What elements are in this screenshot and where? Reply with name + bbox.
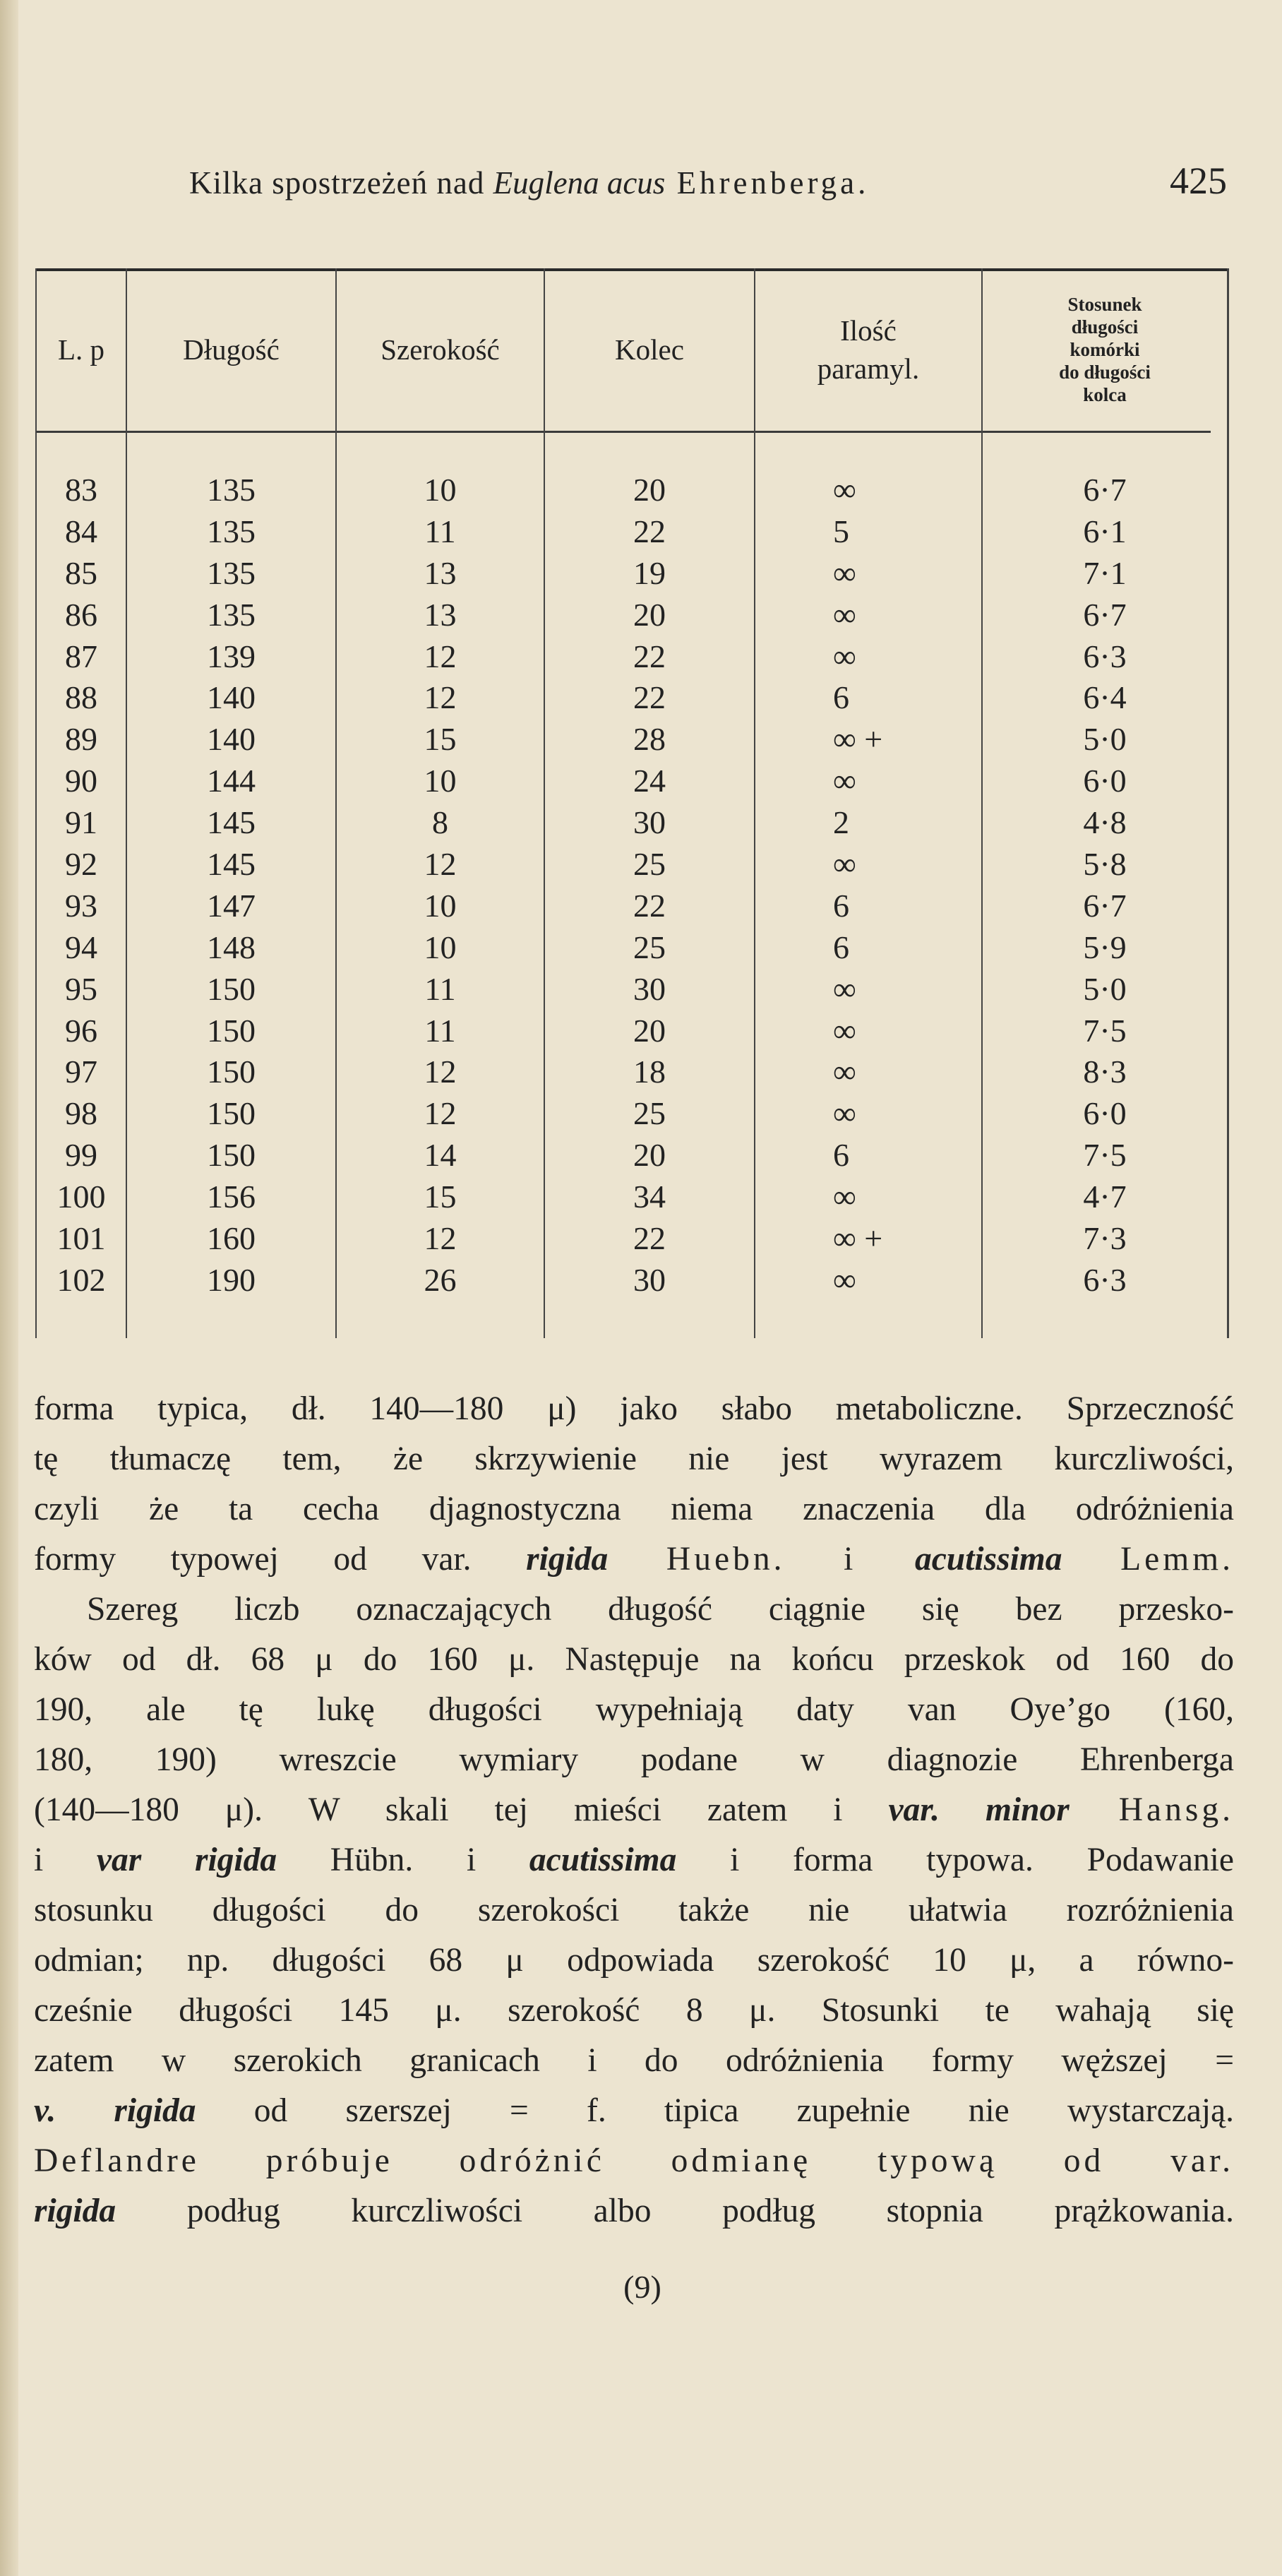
cell-length: 135 <box>207 554 256 591</box>
table-row <box>35 719 1228 761</box>
col-header-width <box>337 268 544 431</box>
cell-spine: 22 <box>633 513 666 549</box>
cell-paramylon: ∞ <box>833 846 856 883</box>
cell-width: 14 <box>424 1137 457 1174</box>
cell-length: 135 <box>207 513 256 549</box>
paragraph-2 <box>34 1585 1234 2136</box>
table-row <box>35 470 1228 511</box>
cell-number: 89 <box>65 721 97 758</box>
col-header-length-label: Długość <box>183 333 280 366</box>
col-header-paramylon <box>755 268 981 431</box>
cell-spine: 34 <box>633 1179 666 1215</box>
cell-paramylon: 6 <box>833 1137 849 1174</box>
cell-number: 98 <box>65 1095 97 1132</box>
cell-number: 95 <box>65 970 97 1007</box>
table-header-rule <box>35 431 1211 433</box>
text-fragment: i forma typowa. Podawanie <box>676 1842 1234 1878</box>
cell-width: 12 <box>424 1095 457 1132</box>
col-header-length <box>127 268 335 431</box>
cell-width: 26 <box>424 1261 457 1298</box>
cell-spine: 24 <box>633 763 666 799</box>
text-line: tę tłumaczę tem, że skrzywienie nie jest wyrazem kurczliwości, <box>34 1441 1234 1477</box>
text-line <box>34 2186 1234 2236</box>
cell-paramylon: ∞ <box>833 1012 856 1049</box>
cell-length: 150 <box>207 1054 256 1090</box>
cell-spine: 20 <box>633 596 666 633</box>
text-line: Deflandre próbuje odróżnić odmianę typową od var. <box>34 2142 1234 2179</box>
col-header-ratio-line2: długości <box>1071 316 1139 338</box>
cell-number: 96 <box>65 1012 97 1049</box>
cell-number: 100 <box>56 1179 106 1215</box>
text-line: czyli że ta cecha djagnostyczna niema znaczenia dla odróżnienia <box>34 1491 1234 1527</box>
text-fragment: formy typowej od var. <box>34 1541 527 1578</box>
cell-width: 10 <box>424 472 457 508</box>
col-header-ratio-line5: kolca <box>1083 384 1127 405</box>
text-line <box>34 2086 1234 2136</box>
cell-length: 135 <box>207 472 256 508</box>
cell-spine: 25 <box>633 929 666 965</box>
cell-spine: 25 <box>633 846 666 883</box>
cell-spine: 30 <box>633 970 666 1007</box>
cell-length: 140 <box>207 721 256 758</box>
cell-spine: 22 <box>633 887 666 924</box>
col-header-ratio-line1: Stosunek <box>1067 294 1142 315</box>
text-line <box>34 1835 1234 1885</box>
text-fragment: podług kurczliwości albo podług stopnia prążkowania. <box>116 2193 1234 2229</box>
cell-ratio: 7·5 <box>1083 1137 1127 1174</box>
cell-number: 83 <box>65 472 97 508</box>
table-row <box>35 802 1228 844</box>
cell-paramylon: ∞ <box>833 596 856 633</box>
cell-number: 87 <box>65 638 97 674</box>
cell-ratio: 6·7 <box>1083 472 1127 508</box>
table-row <box>35 595 1228 636</box>
text-fragment: Huebn. i <box>608 1541 915 1578</box>
cell-length: 139 <box>207 638 256 674</box>
paragraph-3 <box>34 2136 1234 2236</box>
cell-number: 97 <box>65 1054 97 1090</box>
cell-paramylon: 6 <box>833 929 849 965</box>
cell-ratio: 5·9 <box>1083 929 1127 965</box>
body-text <box>34 1384 1234 2236</box>
col-header-spine-label: Kolec <box>615 333 684 366</box>
cell-number: 85 <box>65 554 97 591</box>
cell-length: 150 <box>207 1095 256 1132</box>
taxon-name: acutissima <box>914 1541 1062 1578</box>
measurements-table <box>35 268 1228 1345</box>
cell-spine: 22 <box>633 679 666 716</box>
cell-paramylon: ∞ <box>833 763 856 799</box>
table-row <box>35 1218 1228 1260</box>
cell-ratio: 7·1 <box>1083 554 1127 591</box>
cell-ratio: 6·3 <box>1083 1261 1127 1298</box>
cell-ratio: 6·4 <box>1083 679 1127 716</box>
cell-ratio: 6·1 <box>1083 513 1127 549</box>
cell-number: 101 <box>56 1220 106 1257</box>
text-line: Szereg liczb oznaczających długość ciągnie się bez przesko- <box>87 1591 1234 1628</box>
cell-paramylon: 6 <box>833 679 849 716</box>
cell-ratio: 5·0 <box>1083 721 1127 758</box>
cell-width: 12 <box>424 846 457 883</box>
table-row <box>35 511 1228 553</box>
text-line: forma typica, dł. 140—180 μ) jako słabo metaboliczne. Sprzeczność <box>34 1390 1234 1427</box>
text-line <box>34 1785 1234 1835</box>
cell-number: 86 <box>65 596 97 633</box>
cell-length: 150 <box>207 1137 256 1174</box>
cell-spine: 19 <box>633 554 666 591</box>
cell-ratio: 4·7 <box>1083 1179 1127 1215</box>
col-header-ratio <box>983 268 1227 431</box>
text-line: ków od dł. 68 μ do 160 μ. Następuje na końcu przeskok od 160 do <box>34 1641 1234 1678</box>
text-line: 190, ale tę lukę długości wypełniają daty van Oye’go (160, <box>34 1691 1234 1728</box>
cell-width: 12 <box>424 638 457 674</box>
cell-width: 13 <box>424 554 457 591</box>
col-header-ratio-line3: komórki <box>1070 339 1140 360</box>
cell-width: 8 <box>432 804 448 841</box>
running-title-species: Euglena acus <box>493 165 666 201</box>
table-row <box>35 1051 1228 1093</box>
cell-number: 91 <box>65 804 97 841</box>
col-header-paramylon-line2: paramyl. <box>817 352 920 385</box>
cell-spine: 18 <box>633 1054 666 1090</box>
cell-length: 145 <box>207 846 256 883</box>
table-row <box>35 761 1228 802</box>
cell-paramylon: ∞ <box>833 1261 856 1298</box>
running-title-author: Ehrenberga. <box>665 165 870 201</box>
cell-width: 10 <box>424 763 457 799</box>
col-header-paramylon-line1: Ilość <box>840 314 897 347</box>
cell-number: 102 <box>56 1261 106 1298</box>
col-header-number-label: L. p <box>57 333 105 366</box>
cell-ratio: 5·8 <box>1083 846 1127 883</box>
col-header-spine <box>545 268 754 431</box>
taxon-name: var. minor <box>888 1791 1070 1828</box>
cell-paramylon: ∞ <box>833 970 856 1007</box>
cell-spine: 20 <box>633 472 666 508</box>
cell-ratio: 6·7 <box>1083 887 1127 924</box>
cell-length: 190 <box>207 1261 256 1298</box>
cell-number: 93 <box>65 887 97 924</box>
text-line <box>34 1534 1234 1585</box>
table-row <box>35 1010 1228 1052</box>
cell-paramylon: 6 <box>833 887 849 924</box>
table-row <box>35 636 1228 678</box>
cell-paramylon: ∞ <box>833 638 856 674</box>
running-title <box>189 165 869 201</box>
text-line: cześnie długości 145 μ. szerokość 8 μ. Stosunki te wahają się <box>34 1992 1234 2029</box>
cell-spine: 20 <box>633 1137 666 1174</box>
cell-length: 150 <box>207 1012 256 1049</box>
cell-width: 11 <box>424 1012 456 1049</box>
cell-spine: 22 <box>633 638 666 674</box>
text-line: odmian; np. długości 68 μ odpowiada szerokość 10 μ, a równo- <box>34 1942 1234 1979</box>
text-fragment: (140—180 μ). W skali tej mieści zatem i <box>34 1791 889 1828</box>
cell-number: 84 <box>65 513 97 549</box>
table-body <box>35 470 1228 1301</box>
cell-ratio: 6·3 <box>1083 638 1127 674</box>
cell-paramylon: ∞ <box>833 1054 856 1090</box>
cell-width: 11 <box>424 513 456 549</box>
cell-length: 135 <box>207 596 256 633</box>
table-row <box>35 1093 1228 1135</box>
cell-width: 12 <box>424 1054 457 1090</box>
col-header-number <box>37 268 126 431</box>
cell-spine: 20 <box>633 1012 666 1049</box>
cell-ratio: 6·0 <box>1083 1095 1127 1132</box>
cell-length: 144 <box>207 763 256 799</box>
cell-number: 88 <box>65 679 97 716</box>
cell-spine: 22 <box>633 1220 666 1257</box>
table-row <box>35 844 1228 886</box>
text-fragment: Hansg. <box>1069 1791 1234 1828</box>
cell-paramylon: 2 <box>833 804 849 841</box>
taxon-name: var rigida <box>96 1842 277 1878</box>
cell-ratio: 6·0 <box>1083 763 1127 799</box>
cell-ratio: 5·0 <box>1083 970 1127 1007</box>
cell-spine: 25 <box>633 1095 666 1132</box>
book-spine-edge <box>0 0 18 2576</box>
cell-length: 148 <box>207 929 256 965</box>
table-row <box>35 927 1228 969</box>
running-title-text: Kilka spostrzeżeń nad <box>189 165 493 201</box>
text-fragment: od szerszej = f. tipica zupełnie nie wystarczają. <box>196 2092 1235 2129</box>
cell-ratio: 8·3 <box>1083 1054 1127 1090</box>
text-fragment: i <box>34 1842 97 1878</box>
cell-length: 140 <box>207 679 256 716</box>
cell-paramylon: ∞ + <box>833 721 883 758</box>
table-row <box>35 1260 1228 1301</box>
cell-paramylon: ∞ <box>833 1179 856 1215</box>
text-fragment: Lemm. <box>1062 1541 1234 1578</box>
cell-number: 94 <box>65 929 97 965</box>
taxon-name: acutissima <box>529 1842 677 1878</box>
table-row <box>35 1135 1228 1176</box>
table-row <box>35 1176 1228 1218</box>
cell-width: 15 <box>424 721 457 758</box>
cell-ratio: 6·7 <box>1083 596 1127 633</box>
cell-number: 92 <box>65 846 97 883</box>
taxon-name: rigida <box>34 2193 116 2229</box>
cell-width: 15 <box>424 1179 457 1215</box>
cell-length: 160 <box>207 1220 256 1257</box>
cell-paramylon: ∞ <box>833 554 856 591</box>
page-number: 425 <box>1170 160 1227 202</box>
cell-length: 145 <box>207 804 256 841</box>
table-row <box>35 553 1228 595</box>
paragraph-1 <box>34 1384 1234 1585</box>
table-row <box>35 969 1228 1010</box>
cell-spine: 30 <box>633 804 666 841</box>
table-row <box>35 677 1228 719</box>
text-line: stosunku długości do szerokości także nie ułatwia rozróżnienia <box>34 1892 1234 1928</box>
cell-paramylon: ∞ <box>833 1095 856 1132</box>
col-header-ratio-line4: do długości <box>1059 362 1151 383</box>
running-header <box>189 159 1227 208</box>
cell-number: 90 <box>65 763 97 799</box>
cell-spine: 30 <box>633 1261 666 1298</box>
text-line: zatem w szerokich granicach i do odróżnienia formy węższej = <box>34 2042 1234 2079</box>
cell-number: 99 <box>65 1137 97 1174</box>
cell-length: 156 <box>207 1179 256 1215</box>
sheet-signature: (9) <box>623 2269 661 2305</box>
cell-length: 147 <box>207 887 256 924</box>
col-header-width-label: Szerokość <box>381 333 500 366</box>
cell-ratio: 4·8 <box>1083 804 1127 841</box>
cell-ratio: 7·3 <box>1083 1220 1127 1257</box>
table-row <box>35 886 1228 927</box>
text-fragment: Hübn. i <box>277 1842 529 1878</box>
text-line: 180, 190) wreszcie wymiary podane w diagnozie Ehrenberga <box>34 1741 1234 1778</box>
cell-width: 13 <box>424 596 457 633</box>
cell-width: 10 <box>424 929 457 965</box>
cell-paramylon: ∞ <box>833 472 856 508</box>
taxon-name: rigida <box>526 1541 609 1578</box>
cell-width: 11 <box>424 970 456 1007</box>
taxon-name: v. rigida <box>34 2092 196 2129</box>
cell-width: 12 <box>424 679 457 716</box>
cell-length: 150 <box>207 970 256 1007</box>
cell-width: 10 <box>424 887 457 924</box>
cell-ratio: 7·5 <box>1083 1012 1127 1049</box>
cell-width: 12 <box>424 1220 457 1257</box>
cell-paramylon: ∞ + <box>833 1220 883 1257</box>
cell-paramylon: 5 <box>833 513 849 549</box>
cell-spine: 28 <box>633 721 666 758</box>
